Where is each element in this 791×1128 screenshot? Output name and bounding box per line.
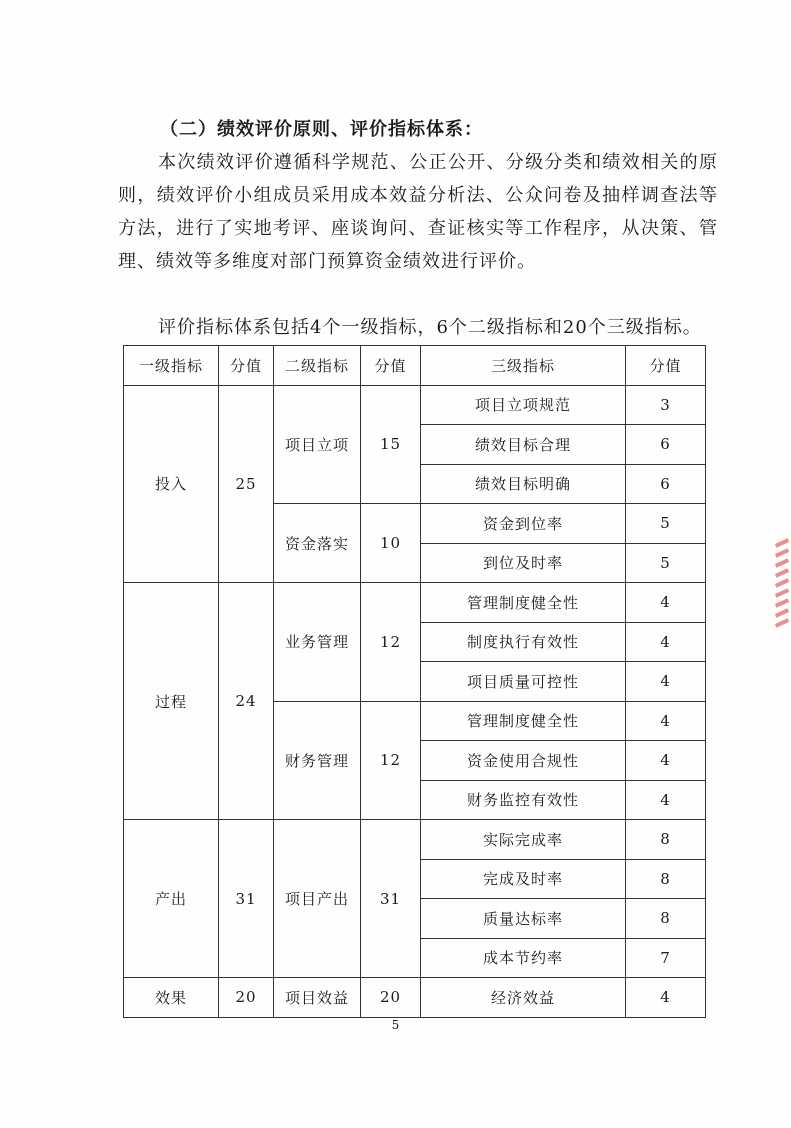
level3-cell: 实际完成率 [421,820,626,860]
header-level3-score: 分值 [626,346,706,386]
level2-cell: 项目立项 [274,385,361,504]
level3-score-cell: 4 [626,622,706,662]
level3-cell: 管理制度健全性 [421,583,626,623]
level3-cell: 资金使用合规性 [421,741,626,781]
level1-cell: 效果 [124,978,219,1018]
level2-score-cell: 31 [361,820,421,978]
level3-cell: 项目立项规范 [421,385,626,425]
level2-score-cell: 20 [361,978,421,1018]
level3-score-cell: 6 [626,464,706,504]
indicator-summary-paragraph: 评价指标体系包括4个一级指标，6个二级指标和20个三级指标。 [158,317,702,338]
level3-score-cell: 7 [626,938,706,978]
level2-score-cell: 12 [361,701,421,820]
level3-score-cell: 6 [626,425,706,465]
header-level1: 一级指标 [124,346,219,386]
level1-cell: 产出 [124,820,219,978]
level3-cell: 完成及时率 [421,859,626,899]
level3-score-cell: 4 [626,662,706,702]
level1-score-cell: 31 [219,820,274,978]
indicator-table [123,345,706,1018]
header-level3: 三级指标 [421,346,626,386]
level1-score-cell: 20 [219,978,274,1018]
section-heading: （二）绩效评价原则、评价指标体系： [160,119,483,140]
level2-score-cell: 15 [361,385,421,504]
level3-score-cell: 8 [626,859,706,899]
seal-edge-mark [775,535,791,665]
level3-cell: 绩效目标明确 [421,464,626,504]
table-row [124,385,706,425]
table-row [124,978,706,1018]
level3-cell: 到位及时率 [421,543,626,583]
level1-score-cell: 24 [219,583,274,820]
level1-score-cell: 25 [219,385,274,583]
level3-cell: 成本节约率 [421,938,626,978]
level2-cell: 项目效益 [274,978,361,1018]
level2-cell: 财务管理 [274,701,361,820]
level3-cell: 财务监控有效性 [421,780,626,820]
table-header-row [124,346,706,386]
level3-cell: 资金到位率 [421,504,626,544]
level2-cell: 项目产出 [274,820,361,978]
level3-score-cell: 5 [626,504,706,544]
level3-cell: 质量达标率 [421,899,626,939]
level3-score-cell: 3 [626,385,706,425]
level3-score-cell: 4 [626,978,706,1018]
level3-cell: 经济效益 [421,978,626,1018]
level2-cell: 业务管理 [274,583,361,702]
level3-score-cell: 4 [626,583,706,623]
level3-cell: 绩效目标合理 [421,425,626,465]
level3-score-cell: 8 [626,899,706,939]
level1-cell: 过程 [124,583,219,820]
header-level2-score: 分值 [361,346,421,386]
level2-score-cell: 10 [361,504,421,583]
header-level1-score: 分值 [219,346,274,386]
table-row [124,583,706,623]
level3-score-cell: 4 [626,780,706,820]
level3-cell: 管理制度健全性 [421,701,626,741]
principles-paragraph: 本次绩效评价遵循科学规范、公正公开、分级分类和绩效相关的原则，绩效评价小组成员采用成本效益分析法、公众问卷及抽样调查法等方法，进行了实地考评、座谈询问、查证核实等工作程序，从决策、管理、绩效等多维度对部门预算资金绩效进行评价。 [118,152,718,272]
page-number: 5 [391,1018,400,1032]
level3-score-cell: 4 [626,741,706,781]
level3-cell: 制度执行有效性 [421,622,626,662]
level2-cell: 资金落实 [274,504,361,583]
level1-cell: 投入 [124,385,219,583]
header-level2: 二级指标 [274,346,361,386]
level3-score-cell: 8 [626,820,706,860]
level3-cell: 项目质量可控性 [421,662,626,702]
table-row [124,820,706,860]
level3-score-cell: 4 [626,701,706,741]
level2-score-cell: 12 [361,583,421,702]
level3-score-cell: 5 [626,543,706,583]
